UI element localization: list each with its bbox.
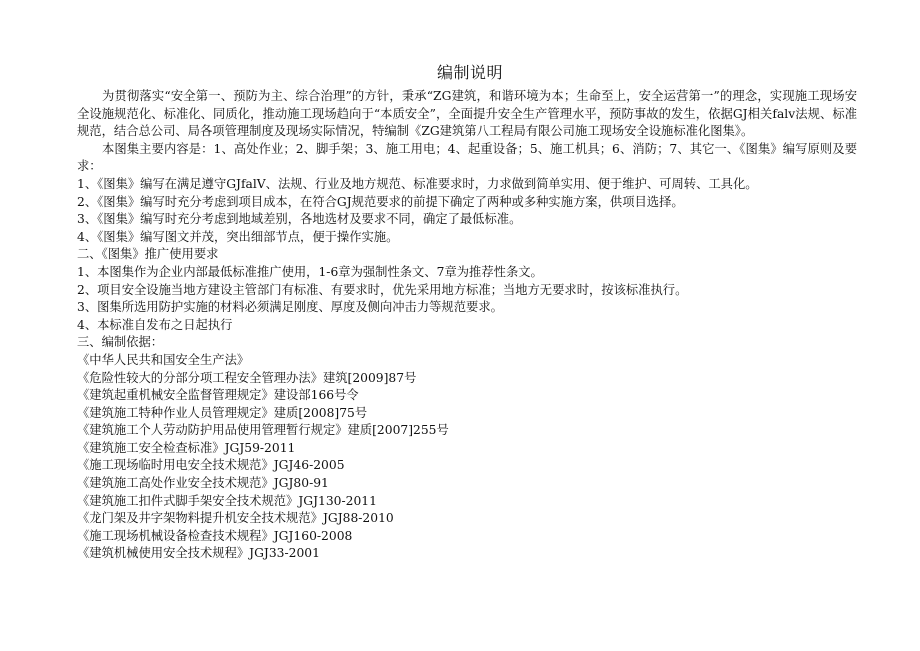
document-title: 编制说明 (436, 63, 503, 82)
requirement-item-3: 3、《图集》编写时充分考虑到地域差别，各地选材及要求不同，确定了最低标准。 (77, 212, 522, 227)
reference-item: 《中华人民共和国安全生产法》 (77, 352, 250, 367)
requirement-item-1: 1、《图集》编写在满足遵守GJfalV、法规、行业及地方规范、标准要求时，力求做到简单实用、便于维护、可周转、工具化。 (77, 176, 758, 191)
requirement-item-2: 2、《图集》编写时充分考虑到项目成本，在符合GJ规范要求的前提下确定了两种或多种实施方案，供项目选择。 (77, 194, 684, 209)
reference-item: 《建筑施工扣件式脚手架安全技术规范》JGJ130-2011 (77, 493, 377, 508)
usage-item-2: 2、项目安全设施当地方建设主管部门有标准、有要求时，优先采用地方标准；当地方无要求时，按该标准执行。 (77, 282, 688, 297)
reference-item: 《建筑施工安全检查标准》JGJ59-2011 (77, 440, 296, 455)
contents-paragraph: 本图集主要内容是：1、高处作业；2、脚手架；3、施工用电；4、起重设备；5、施工机具；6、消防；7、其它一、《图集》编写原则及要求： (77, 141, 857, 174)
reference-item: 《建筑施工个人劳动防护用品使用管理暂行规定》建质[2007]255号 (77, 423, 449, 438)
requirement-item-4: 4、《图集》编写图文并茂，突出细部节点，便于操作实施。 (77, 229, 399, 244)
usage-item-4: 4、本标准自发布之日起执行 (77, 317, 233, 332)
reference-item: 《建筑施工高处作业安全技术规范》JGJ80-91 (77, 476, 329, 491)
reference-item: 《建筑施工特种作业人员管理规定》建质[2008]75号 (77, 405, 368, 420)
reference-item: 《危险性较大的分部分项工程安全管理办法》建筑[2009]87号 (77, 370, 417, 385)
intro-paragraph: 为贯彻落实“安全第一、预防为主、综合治理”的方针，秉承“ZG建筑，和谐环境为本；生命至上，安全运营第一”的理念，实现施工现场安全设施规范化、标准化、同质化，推动施工现场趋向于“本质安全”，全面提升安全生产管理水平，预防事故的发生，依据GJ相关falv法规、标准规范，结合总公司、局各项管理制度及现场实际情况，特编制《ZG建筑第八工程局有限公司施工现场安全设施标准化图集》。 (77, 89, 857, 139)
reference-item: 《施工现场机械设备检查技术规程》JGJ160-2008 (77, 528, 353, 543)
section-heading-3: 三、编制依据： (77, 335, 164, 350)
reference-item: 《龙门架及井字架物料提升机安全技术规范》JGJ88-2010 (77, 511, 394, 526)
reference-item: 《施工现场临时用电安全技术规范》JGJ46-2005 (77, 458, 345, 473)
reference-item: 《建筑机械使用安全技术规程》JGJ33-2001 (77, 546, 320, 561)
reference-item: 《建筑起重机械安全监督管理规定》建设部166号令 (77, 388, 359, 403)
document-body (77, 88, 857, 563)
usage-item-1: 1、本图集作为企业内部最低标准推广使用，1-6章为强制性条文、7章为推荐性条文。 (77, 264, 543, 279)
usage-item-3: 3、图集所选用防护实施的材料必须满足刚度、厚度及侧向冲击力等规范要求。 (77, 300, 503, 315)
section-heading-2: 二、《图集》推广使用要求 (77, 247, 219, 262)
